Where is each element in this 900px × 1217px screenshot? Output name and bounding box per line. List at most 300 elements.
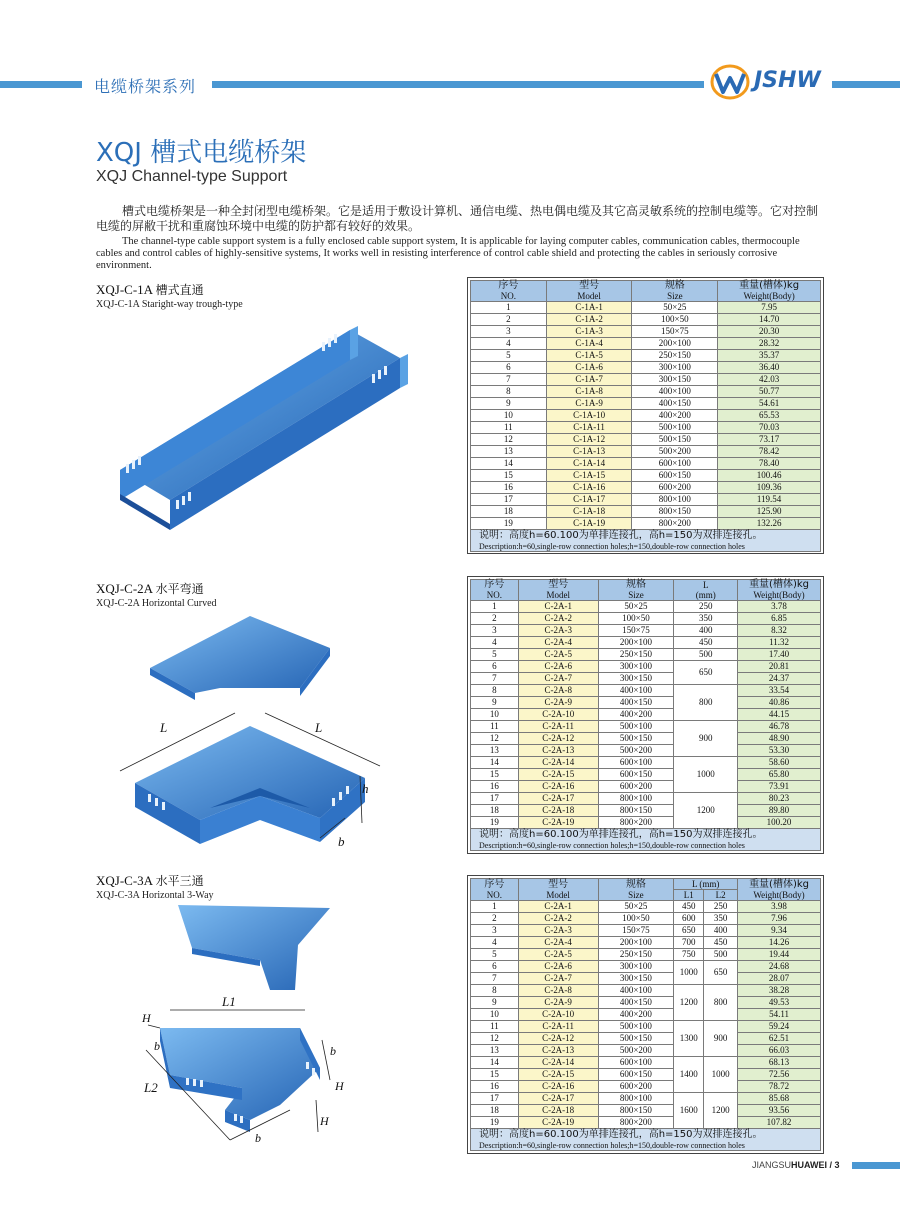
table-row [471,805,821,817]
dim-L1: L1 [222,994,236,1009]
cell-size: 300×150 [598,973,674,985]
cell-size: 400×100 [598,685,674,697]
cell-size: 600×100 [632,458,718,470]
cell-weight: 78.42 [718,446,821,458]
cell-l1: 450 [674,901,704,913]
cell-weight: 28.32 [718,338,821,350]
table-row [471,937,821,949]
cell-size: 250×150 [598,949,674,961]
table-row [471,1057,821,1069]
cell-l2: 500 [704,949,738,961]
cell-model: C-2A-16 [518,1081,598,1093]
cell-size: 300×100 [598,961,674,973]
cell-no: 14 [471,458,547,470]
cell-size: 400×200 [598,1009,674,1021]
table-row [471,302,821,314]
cell-model: C-1A-18 [546,506,632,518]
cell-l1: 1600 [674,1093,704,1129]
cell-model: C-1A-14 [546,458,632,470]
cell-weight: 70.03 [718,422,821,434]
cell-size: 800×150 [632,506,718,518]
header-l2: L2 [704,890,738,901]
cell-size: 500×200 [632,446,718,458]
cell-no: 5 [471,350,547,362]
dim-b-left: b [154,1039,160,1053]
cell-no: 1 [471,901,519,913]
table-row [471,793,821,805]
cell-size: 500×200 [598,1045,674,1057]
cell-weight: 93.56 [738,1105,821,1117]
table-row [471,613,821,625]
cell-model: C-2A-3 [518,625,598,637]
cell-weight: 6.85 [738,613,821,625]
table-row [471,1093,821,1105]
cell-weight: 3.78 [738,601,821,613]
cell-length: 350 [674,613,738,625]
cell-weight: 7.96 [738,913,821,925]
cell-model: C-1A-3 [546,326,632,338]
cell-size: 200×100 [632,338,718,350]
page-footer [752,1160,840,1170]
cell-l1: 750 [674,949,704,961]
table-row [471,901,821,913]
cell-no: 3 [471,625,519,637]
cell-l2: 650 [704,961,738,985]
cell-model: C-1A-15 [546,470,632,482]
footer-company-light: JIANGSU [752,1160,792,1170]
horizontal-curved-illustration [100,608,390,868]
dim-b: b [338,834,345,849]
cell-model: C-2A-12 [518,1033,598,1045]
cell-size: 500×100 [598,1021,674,1033]
cell-model: C-2A-7 [518,673,598,685]
cell-model: C-2A-10 [518,1009,598,1021]
cell-no: 9 [471,398,547,410]
cell-no: 15 [471,470,547,482]
cell-weight: 62.51 [738,1033,821,1045]
product-name-cn: 水平弯通 [155,582,204,596]
header-rule-right [832,81,900,88]
cell-l1: 1300 [674,1021,704,1057]
cell-model: C-1A-10 [546,410,632,422]
cell-no: 10 [471,1009,519,1021]
cell-size: 600×200 [598,1081,674,1093]
cell-no: 2 [471,314,547,326]
intro-english: The channel-type cable support system is a fully enclosed cable support system, It is applicable for laying computer cables, communication cables, thermocouple cables and control cables of highly-sensitive systems, It works well in resisting interference of control cable shield and protecting the cables in seriously corrosive environment. [96,236,800,271]
cell-weight: 9.34 [738,925,821,937]
cell-size: 200×100 [598,637,674,649]
footer-rule [852,1162,900,1169]
table-row [471,518,821,530]
table-row [471,1033,821,1045]
header-weight: 重量(槽体)kg Weight(Body) [738,879,821,901]
cell-no: 14 [471,1057,519,1069]
dim-H-bottom: H [320,1114,329,1128]
cell-no: 7 [471,973,519,985]
cell-size: 500×150 [598,733,674,745]
cell-size: 800×100 [598,1093,674,1105]
cell-l2: 1000 [704,1057,738,1093]
cell-size: 800×200 [632,518,718,530]
intro-chinese: 槽式电缆桥架是一种全封闭型电缆桥架。它是适用于敷设计算机、通信电缆、热电偶电缆及其它高灵敏系统的控制电缆等。它对控制电缆的屏敝干扰和重腐蚀环境中电缆的防护都有较好的效果。 [96,204,819,233]
table-row [471,1021,821,1033]
header-length: L (mm) [674,580,738,601]
cell-size: 150×75 [598,925,674,937]
cell-weight: 125.90 [718,506,821,518]
cell-no: 17 [471,494,547,506]
cell-weight: 66.03 [738,1045,821,1057]
cell-weight: 44.15 [738,709,821,721]
cell-no: 10 [471,709,519,721]
table-row [471,482,821,494]
cell-weight: 3.98 [738,901,821,913]
header-rule-left [0,81,82,88]
cell-size: 400×100 [598,985,674,997]
cell-model: C-2A-13 [518,1045,598,1057]
cell-no: 4 [471,637,519,649]
table-row [471,997,821,1009]
cell-weight: 11.32 [738,637,821,649]
cell-no: 13 [471,1045,519,1057]
cell-no: 1 [471,302,547,314]
table2-note: 说明：高度h=60.100为单排连接孔，高h=150为双排连接孔。 Description:h=60,single-row connection holes;h=150,double-row connection holes [471,829,821,851]
cell-model: C-2A-16 [518,781,598,793]
cell-no: 3 [471,925,519,937]
cell-weight: 36.40 [718,362,821,374]
cell-no: 8 [471,985,519,997]
product-name-en: XQJ-C-3A Horizontal 3-Way [96,890,214,901]
cell-model: C-2A-10 [518,709,598,721]
cell-weight: 14.26 [738,937,821,949]
cell-l1: 1000 [674,961,704,985]
cell-weight: 14.70 [718,314,821,326]
product-code: XQJ-C-2A [96,581,153,596]
cell-model: C-2A-14 [518,1057,598,1069]
cell-model: C-2A-5 [518,949,598,961]
cell-l2: 350 [704,913,738,925]
cell-no: 9 [471,697,519,709]
cell-no: 19 [471,518,547,530]
cell-size: 800×100 [598,793,674,805]
cell-size: 400×150 [598,997,674,1009]
cell-model: C-2A-13 [518,745,598,757]
cell-weight: 28.07 [738,973,821,985]
cell-model: C-2A-6 [518,661,598,673]
cell-no: 2 [471,613,519,625]
cell-weight: 7.95 [718,302,821,314]
cell-l1: 700 [674,937,704,949]
table-row [471,985,821,997]
cell-no: 18 [471,1105,519,1117]
cell-no: 13 [471,446,547,458]
cell-model: C-2A-12 [518,733,598,745]
cell-model: C-1A-11 [546,422,632,434]
cell-size: 500×100 [632,422,718,434]
cell-weight: 17.40 [738,649,821,661]
cell-no: 16 [471,1081,519,1093]
footer-company-bold: HUAWEI [791,1160,828,1170]
cell-weight: 33.54 [738,685,821,697]
cell-l2: 400 [704,925,738,937]
cell-size: 300×150 [632,374,718,386]
cell-size: 400×200 [632,410,718,422]
cell-size: 600×150 [632,470,718,482]
cell-model: C-2A-2 [518,913,598,925]
table-row [471,697,821,709]
table-row [471,1081,821,1093]
cell-model: C-1A-2 [546,314,632,326]
cell-no: 6 [471,362,547,374]
cell-weight: 48.90 [738,733,821,745]
cell-model: C-2A-8 [518,985,598,997]
table-row [471,446,821,458]
cell-model: C-2A-1 [518,901,598,913]
table-row [471,362,821,374]
cell-model: C-1A-9 [546,398,632,410]
table-row [471,709,821,721]
cell-model: C-1A-5 [546,350,632,362]
cell-weight: 100.20 [738,817,821,829]
table-row [471,506,821,518]
cell-weight: 46.78 [738,721,821,733]
cell-l1: 650 [674,925,704,937]
cell-model: C-2A-4 [518,937,598,949]
page-number: / 3 [827,1160,840,1170]
cell-no: 4 [471,338,547,350]
header-no: 序号 NO. [471,879,519,901]
table-row [471,386,821,398]
cell-no: 4 [471,937,519,949]
cell-weight: 132.26 [718,518,821,530]
cell-no: 1 [471,601,519,613]
cell-model: C-2A-4 [518,637,598,649]
header-size: 规格 Size [598,879,674,901]
cell-size: 300×100 [632,362,718,374]
cell-model: C-1A-13 [546,446,632,458]
cell-model: C-2A-15 [518,1069,598,1081]
table3-note: 说明：高度h=60.100为单排连接孔，高h=150为双排连接孔。 Description:h=60,single-row connection holes;h=150,double-row connection holes [471,1129,821,1151]
cell-no: 8 [471,386,547,398]
cell-model: C-2A-14 [518,757,598,769]
cell-l1: 1200 [674,985,704,1021]
dim-L2: L2 [144,1080,158,1095]
table-row [471,721,821,733]
cell-model: C-2A-1 [518,601,598,613]
cell-no: 16 [471,482,547,494]
cell-length: 250 [674,601,738,613]
table-row [471,338,821,350]
cell-no: 7 [471,673,519,685]
cell-size: 600×200 [598,781,674,793]
cell-weight: 50.77 [718,386,821,398]
cell-size: 300×100 [598,661,674,673]
cell-size: 600×150 [598,769,674,781]
cell-model: C-2A-11 [518,721,598,733]
cell-weight: 49.53 [738,997,821,1009]
header-size: 规格 Size [598,580,674,601]
product-name-en: XQJ-C-1A Staright-way trough-type [96,299,243,310]
table-row [471,661,821,673]
cell-size: 150×75 [632,326,718,338]
spec-table-2 [470,579,821,851]
cell-model: C-2A-17 [518,1093,598,1105]
page-subtitle: XQJ Channel-type Support [96,168,288,185]
cell-l2: 450 [704,937,738,949]
cell-weight: 24.68 [738,961,821,973]
product-title-3 [96,872,214,901]
table-row [471,494,821,506]
cell-model: C-1A-8 [546,386,632,398]
spec-table-1 [470,280,821,552]
product-code: XQJ-C-3A [96,873,153,888]
cell-model: C-2A-9 [518,997,598,1009]
cell-no: 8 [471,685,519,697]
cell-length: 1000 [674,757,738,793]
header-rule-middle [212,81,704,88]
cell-no: 7 [471,374,547,386]
cell-weight: 59.24 [738,1021,821,1033]
cell-model: C-2A-11 [518,1021,598,1033]
cell-no: 12 [471,1033,519,1045]
table-row [471,637,821,649]
cell-weight: 85.68 [738,1093,821,1105]
table-row [471,470,821,482]
header-no: 序号 NO. [471,580,519,601]
cell-no: 14 [471,757,519,769]
cell-model: C-2A-2 [518,613,598,625]
cell-length: 900 [674,721,738,757]
page-title: XQJ 槽式电缆桥架 [96,138,307,168]
table-row [471,913,821,925]
cell-size: 100×50 [598,613,674,625]
cell-size: 600×100 [598,757,674,769]
cell-size: 600×100 [598,1057,674,1069]
cell-size: 500×200 [598,745,674,757]
table-row [471,961,821,973]
table-row [471,757,821,769]
cell-size: 500×150 [598,1033,674,1045]
cell-size: 50×25 [598,901,674,913]
header-l-mm: L (mm) [674,879,738,890]
table-row [471,649,821,661]
cell-weight: 19.44 [738,949,821,961]
cell-size: 500×100 [598,721,674,733]
dim-H-right: H [335,1079,344,1093]
cell-length: 450 [674,637,738,649]
cell-weight: 100.46 [718,470,821,482]
cell-no: 5 [471,649,519,661]
cell-size: 250×150 [632,350,718,362]
cell-weight: 24.37 [738,673,821,685]
dim-H-top: H [142,1011,151,1025]
cell-no: 17 [471,1093,519,1105]
table-row [471,601,821,613]
cell-weight: 53.30 [738,745,821,757]
table-row [471,1117,821,1129]
cell-weight: 78.40 [718,458,821,470]
company-logo [706,62,830,102]
table-row [471,673,821,685]
table-row [471,1009,821,1021]
dim-b-bottom: b [255,1131,261,1145]
table-row [471,1105,821,1117]
table-row [471,685,821,697]
table-row [471,1069,821,1081]
cell-l2: 800 [704,985,738,1021]
cell-no: 12 [471,434,547,446]
header-model: 型号 Model [518,580,598,601]
table-row [471,1045,821,1057]
logo-mark-icon [710,64,750,100]
cell-model: C-1A-6 [546,362,632,374]
table-row [471,769,821,781]
dim-L-right: L [315,720,323,735]
table-row [471,745,821,757]
table1-note: 说明：高度h=60.100为单排连接孔，高h=150为双排连接孔。 Description:h=60,single-row connection holes;h=150,double-row connection holes [471,530,821,552]
cell-no: 19 [471,817,519,829]
cell-weight: 107.82 [738,1117,821,1129]
table-row [471,458,821,470]
logo-text: JSHW [754,68,821,93]
cell-length: 1200 [674,793,738,829]
cell-length: 500 [674,649,738,661]
cell-model: C-1A-12 [546,434,632,446]
cell-weight: 89.80 [738,805,821,817]
header-no: 序号 NO. [471,281,547,302]
cell-model: C-1A-7 [546,374,632,386]
cell-length: 400 [674,625,738,637]
cell-no: 18 [471,805,519,817]
cell-no: 3 [471,326,547,338]
cell-model: C-2A-5 [518,649,598,661]
table-row [471,925,821,937]
cell-weight: 73.17 [718,434,821,446]
cell-weight: 8.32 [738,625,821,637]
cell-no: 13 [471,745,519,757]
cell-size: 800×200 [598,817,674,829]
cell-length: 650 [674,661,738,685]
cell-weight: 68.13 [738,1057,821,1069]
cell-no: 16 [471,781,519,793]
cell-length: 800 [674,685,738,721]
straight-trough-illustration [100,318,425,540]
table-row [471,374,821,386]
cell-weight: 35.37 [718,350,821,362]
cell-model: C-2A-9 [518,697,598,709]
cell-no: 5 [471,949,519,961]
cell-weight: 20.30 [718,326,821,338]
table-row [471,314,821,326]
cell-weight: 80.23 [738,793,821,805]
product-name-en: XQJ-C-2A Horizontal Curved [96,598,217,609]
header-weight: 重量(槽体)kg Weight(Body) [718,281,821,302]
table-row [471,949,821,961]
cell-size: 50×25 [632,302,718,314]
table-row [471,350,821,362]
table-row [471,973,821,985]
cell-no: 15 [471,1069,519,1081]
cell-no: 15 [471,769,519,781]
cell-size: 800×150 [598,1105,674,1117]
cell-no: 9 [471,997,519,1009]
cell-size: 800×100 [632,494,718,506]
series-label: 电缆桥架系列 [94,77,197,96]
horizontal-3way-illustration [130,900,370,1155]
cell-size: 600×200 [632,482,718,494]
cell-weight: 78.72 [738,1081,821,1093]
cell-model: C-2A-3 [518,925,598,937]
cell-weight: 58.60 [738,757,821,769]
